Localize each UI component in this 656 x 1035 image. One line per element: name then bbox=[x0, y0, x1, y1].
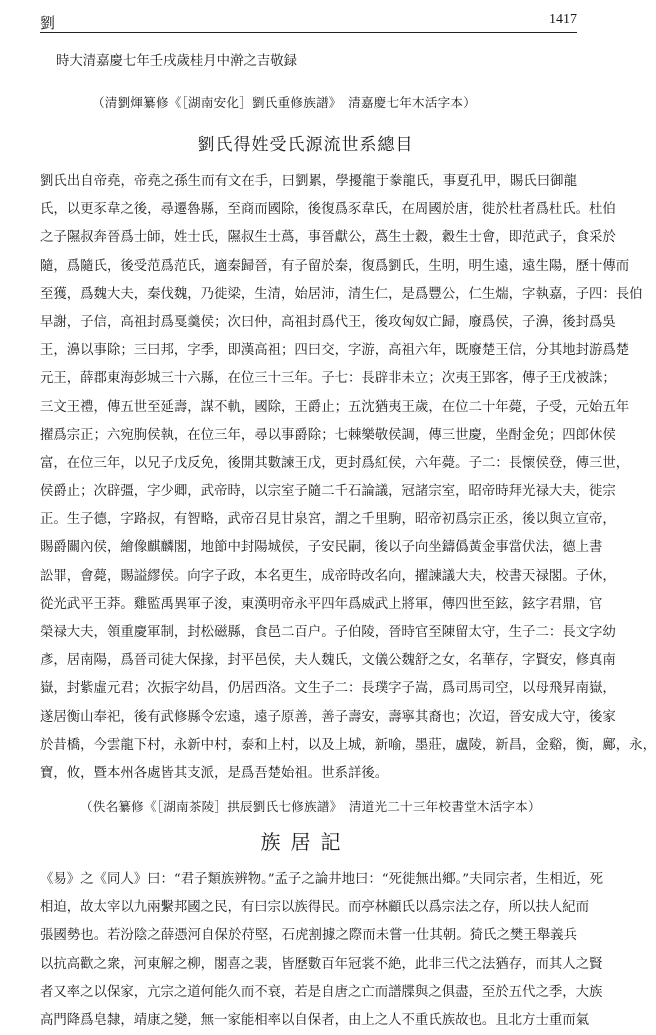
text-line: 嶽，封紫虛元君；次振字幼昌，仍居西洛。文生子二：長璞字子嵩，爲司馬司空，以母飛昇南嶽， bbox=[40, 681, 616, 697]
body-paragraph bbox=[40, 168, 656, 788]
text-line: 三文王禮，傳五世至延壽，謀不軌，國除，王爵止；五沈猶夷王歲，在位二十年薨，子受，元始五年 bbox=[40, 399, 630, 415]
page-header bbox=[40, 10, 577, 33]
text-line: 富，在位三年，以兄子戊反免，後開其數諫王戊，更封爲紅侯，六年薨。子二：長懷侯登，傳三世， bbox=[40, 455, 630, 471]
page-number: 1417 bbox=[549, 12, 577, 27]
text-line: 訟罪，會薨，賜謚繆侯。向字子政，本名更生，成帝時改名向，擢諫議大夫，校書天禄閣。子休， bbox=[40, 568, 616, 584]
text-line: 於昔橋，今雲龍下村，永新中村，泰和上村，以及上城，新喻，墨莊，盧陵，新昌，金谿，衡，鄺，永， bbox=[40, 737, 656, 753]
text-line: 以抗高歡之衆，河東解之柳，閣喜之裴，皆歷數百年冠裳不絶，此非三代之法猶存，而其人之賢 bbox=[40, 956, 603, 972]
text-line: 從光武平王莽。雞監禹異軍子浚，東漢明帝永平四年爲威武上將軍，傳四世至鉉，鉉字君鼎，官 bbox=[40, 596, 603, 612]
source-citation: （清劉煇纂修《［湖南安化］劉氏重修族譜》 清嘉慶七年木活字本） bbox=[92, 95, 477, 110]
text-line: 寶，攸，暨本州各處皆其支派，是爲吾楚始祖。世系詳後。 bbox=[40, 765, 389, 781]
text-line: 之子隰叔奔晉爲士師，姓士氏，隰叔生士蔿，事晉獻公，蔿生士縠，縠生士會，即范武子，食采於 bbox=[40, 230, 616, 246]
text-line: 早謝，子信，高祖封爲戛羹侯；次曰仲，高祖封爲代王，後攻匈奴亡歸，廢爲侯，子濞，後封爲吳 bbox=[40, 314, 616, 330]
text-line: 賜爵關內侯，繪像麒麟閣，地節中封陽城侯，子安民嗣，後以子向坐鑄僞黃金事當伏法，德上書 bbox=[40, 540, 603, 556]
text-line: 高門降爲皂隸，靖康之變，無一家能相率以自保者，由上之人不重氏族故也。且北方士重而氣 bbox=[40, 1012, 590, 1028]
text-line: 至獲，爲魏大夫，秦伐魏，乃徙梁，生清，始居沛，清生仁，是爲豐公，仁生煓，字執嘉，子四：長伯 bbox=[40, 286, 643, 302]
text-line: 者又率之以保家，亢宗之道何能久而不衰，若是自唐之亡而譜牒與之俱盡，至於五代之季，大族 bbox=[40, 984, 603, 1000]
text-line: 王，濞以事除；三曰邦，字季，即漢高祖；四曰交，字游，高祖六年，既廢楚王信，分其地封游爲楚 bbox=[40, 343, 630, 359]
text-line: 隨，爲隨氏，後受范爲范氏，適秦歸晉，有子留於秦，復爲劉氏，生明，明生遠，遠生陽，歷十傳而 bbox=[40, 258, 630, 274]
text-line: 相迫，故太宰以九兩繫邦國之民，有曰宗以族得民。而亭林顧氏以爲宗法之存，所以扶人紀而 bbox=[40, 900, 590, 916]
text-line: 正。生子德，字路叔，有智略，武帝召見甘泉宮，謂之千里駒，昭帝初爲宗正丞，後以與立宣帝， bbox=[40, 512, 616, 528]
text-line: 劉氏出自帝堯，帝堯之孫生而有文在手，曰劉累，學擾龍于豢龍氏，事夏孔甲，賜氏曰御龍 bbox=[40, 174, 577, 189]
header-title: 劉 bbox=[40, 14, 56, 32]
text-line: 《易》之《同人》曰：“君子類族辨物。”孟子之論井地曰：“死徙無出鄉。”夫同宗者，生相近，死 bbox=[40, 872, 603, 887]
text-line: 遂居衡山奉祀，後有武修縣令宏遠，遠子原善，善子壽安，壽寧其裔也；次迢，晉安成大守，後家 bbox=[40, 709, 616, 725]
text-line: 彥，居南陽，爲晉司徒大保掾，封平邑侯，夫人魏氏，文儀公魏舒之女，名華存，字賢安，修真南 bbox=[40, 653, 616, 669]
text-line: 元王，薛郡東海彭城三十六縣，在位三十三年。子七：長辟非未立；次夷王郢客，傳子王戊被誅； bbox=[40, 371, 616, 387]
section-title: 族居記 bbox=[260, 830, 351, 854]
text-line: 榮禄大夫，領重慶軍制，封松磁縣，食邑二百户。子伯陵，晉時官至陳留太守，生子二：長文字幼 bbox=[40, 625, 616, 640]
source-citation: （佚名纂修《［湖南茶陵］拱辰劉氏七修族譜》 清道光二十三年校書堂木活字本） bbox=[80, 799, 541, 814]
text-line: 擢爲宗正；六宛朐侯執，在位三年，尋以事爵除；七棘樂敬侯調，傳三世慶，坐酎金免；四郎休侯 bbox=[40, 427, 616, 443]
colophon-line: 時大清嘉慶七年壬戌歲桂月中澣之吉敬録 bbox=[56, 54, 298, 69]
text-line: 侯爵止；次辟彊，字少卿，武帝時，以宗室子隨二千石論議，冠諸宗室，昭帝時拜光禄大夫，徙宗 bbox=[40, 484, 616, 500]
section-title: 劉氏得姓受氏源流世系總目 bbox=[197, 135, 414, 155]
body-paragraph bbox=[40, 866, 603, 1035]
text-line: 氏，以更豕韋之後，尋遷魯縣，至商而國除，後復爲豕韋氏，在周國於唐，徙於杜者爲杜氏。杜伯 bbox=[40, 202, 616, 218]
text-line: 張國勢也。若汾陰之薛憑河自保於苻堅，石虎割據之際而未嘗一仕其朝。猗氏之樊王舉義兵 bbox=[40, 928, 577, 944]
